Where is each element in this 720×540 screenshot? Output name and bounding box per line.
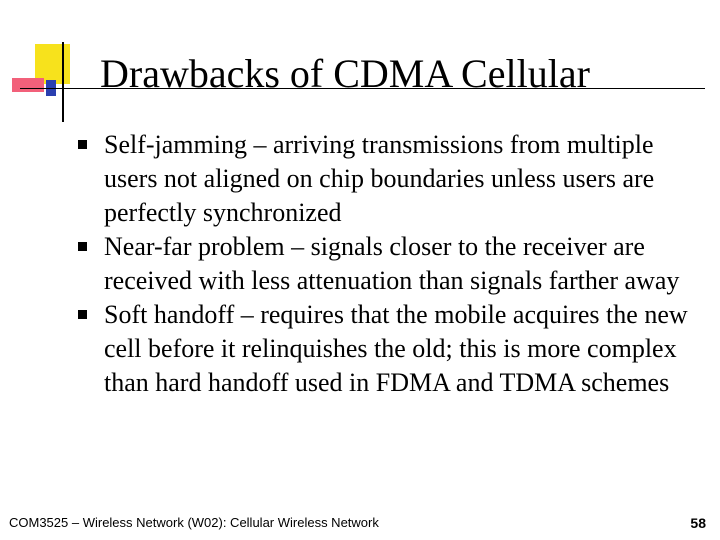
bullet-item xyxy=(78,230,708,298)
footer-course-label: COM3525 – Wireless Network (W02): Cellular Wireless Network xyxy=(9,515,379,530)
bullet-item xyxy=(78,298,708,400)
square-bullet-icon xyxy=(78,310,87,319)
bullet-text: Near-far problem – signals closer to the receiver are received with less attenuation than signals farther away xyxy=(104,232,680,295)
square-bullet-icon xyxy=(78,140,87,149)
bullet-list xyxy=(78,128,708,400)
slide-title: Drawbacks of CDMA Cellular xyxy=(100,51,590,96)
bullet-text: Soft handoff – requires that the mobile acquires the new cell before it relinquishes the old; this is more complex than hard handoff used in FDMA and TDMA schemes xyxy=(104,300,688,397)
square-bullet-icon xyxy=(78,242,87,251)
bullet-item xyxy=(78,128,708,230)
bullet-text: Self-jamming – arriving transmissions from multiple users not aligned on chip boundaries unless users are perfectly synchronized xyxy=(104,130,655,227)
logo-pink-bar xyxy=(12,78,44,92)
vertical-rule xyxy=(62,42,64,122)
page-number: 58 xyxy=(690,515,706,531)
